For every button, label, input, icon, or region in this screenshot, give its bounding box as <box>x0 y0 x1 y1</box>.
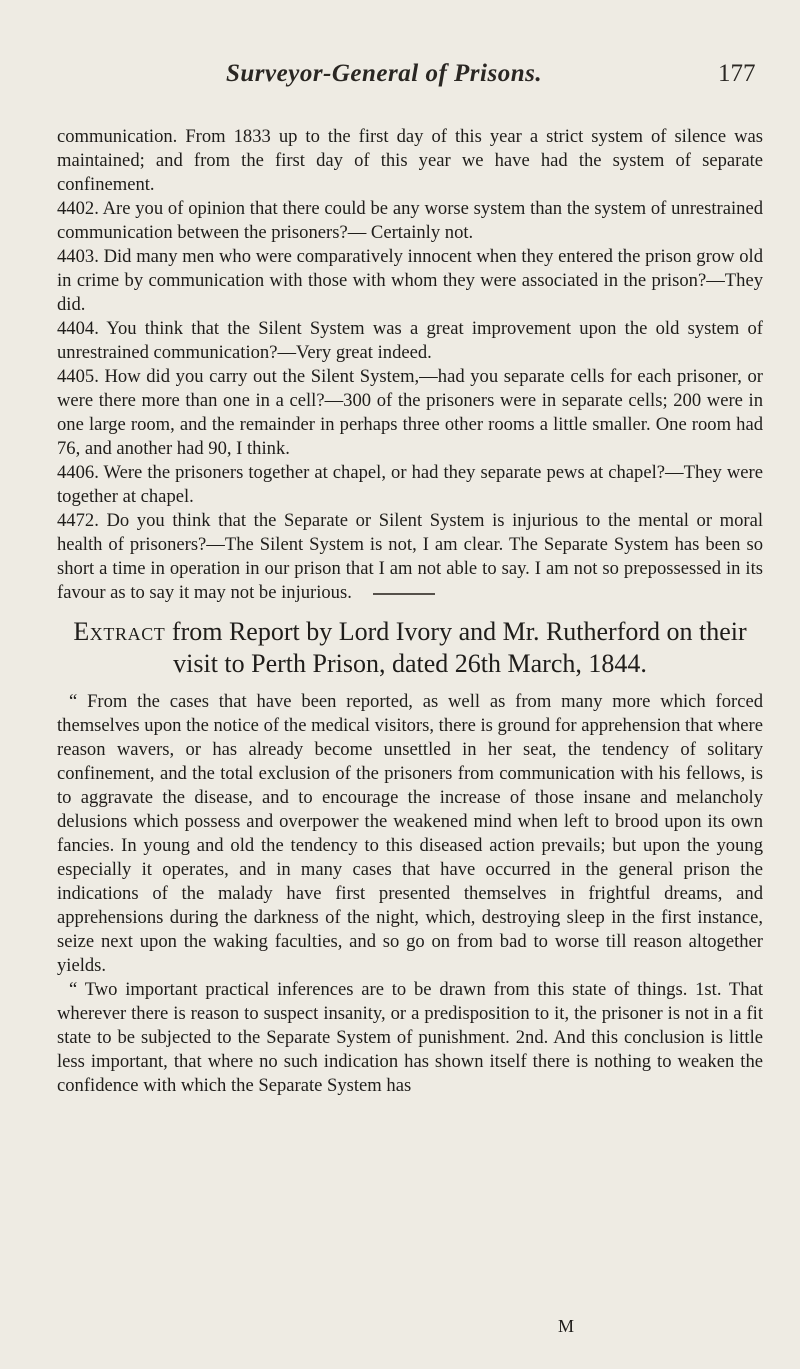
question-4402: 4402. Are you of opinion that there could be any worse system than the system of unrestrained communication between the prisoners?— Certainly not. <box>57 198 763 243</box>
extract-heading-prefix: Extract <box>73 617 166 646</box>
continuation-paragraph: communication. From 1833 up to the first day of this year a strict system of silence was maintained; and from the first day of this year we have had the system of separate confinement. <box>57 126 763 195</box>
question-4406: 4406. Were the prisoners together at chapel, or had they separate pews at chapel?—They were together at chapel. <box>57 462 763 507</box>
signature-mark: M <box>558 1316 575 1336</box>
section-divider <box>373 593 435 595</box>
extract-heading-rest: from Report by Lord Ivory and Mr. Rutherford on their visit to Perth Prison, dated 26th March, 1844. <box>165 617 747 678</box>
running-title: Surveyor-General of Prisons. <box>226 60 543 87</box>
extract-paragraph: “ From the cases that have been reported, as well as from many more which forced themselves upon the notice of the medical visitors, there is ground for apprehension that where reason wavers, or has already become unsettled in her seat, the tendency of solitary confinement, and the total exclusion of the prisoners from communication with his fellows, is to aggravate the disease, and to encourage the increase of those insane and melancholy delusions which possess and overpower the weakened mind when left to brood upon its own fancies. In young and old the tendency to this diseased action prevails; but upon the young especially it operates, and in many cases that have occurred in the general prison the indications of the malady have first presented themselves in frightful dreams, and apprehensions during the darkness of the night, which, destroying sleep in the first instance, seize next upon the waking faculties, and so go on from bad to worse till reason altogether yields. <box>57 691 763 976</box>
extract-heading <box>57 616 763 680</box>
question-4404: 4404. You think that the Silent System was a great improvement upon the old system of unrestrained communication?—Very great indeed. <box>57 318 763 363</box>
extract-paragraph: “ Two important practical inferences are to be drawn from this state of things. 1st. That wherever there is reason to suspect insanity, or a predisposition to it, the prisoner is not in a fit state to be subjected to the Separate System of punishment. 2nd. And this conclusion is little less important, that where no such indication has shown itself there is nothing to weaken the confidence with which the Separate System has <box>57 979 763 1096</box>
question-4403: 4403. Did many men who were comparatively innocent when they entered the prison grow old in crime by communication with those with whom they were associated in the prison?—They did. <box>57 246 763 315</box>
running-head <box>0 56 800 96</box>
extract-section <box>57 690 763 1098</box>
question-4405: 4405. How did you carry out the Silent System,—had you separate cells for each prisoner, or were there more than one in a cell?—300 of the prisoners were in separate cells; 200 were in one large room, and the remainder in perhaps three other rooms a little smaller. One room had 76, and another had 90, I think. <box>57 366 763 459</box>
testimony-section <box>57 125 763 605</box>
question-4472: 4472. Do you think that the Separate or Silent System is injurious to the mental or moral health of prisoners?—The Silent System is not, I am clear. The Separate System has been so short a time in operation in our prison that I am not able to say. I am not so prepossessed in its favour as to say it may not be injurious. <box>57 510 763 603</box>
page-number: 177 <box>718 60 756 87</box>
